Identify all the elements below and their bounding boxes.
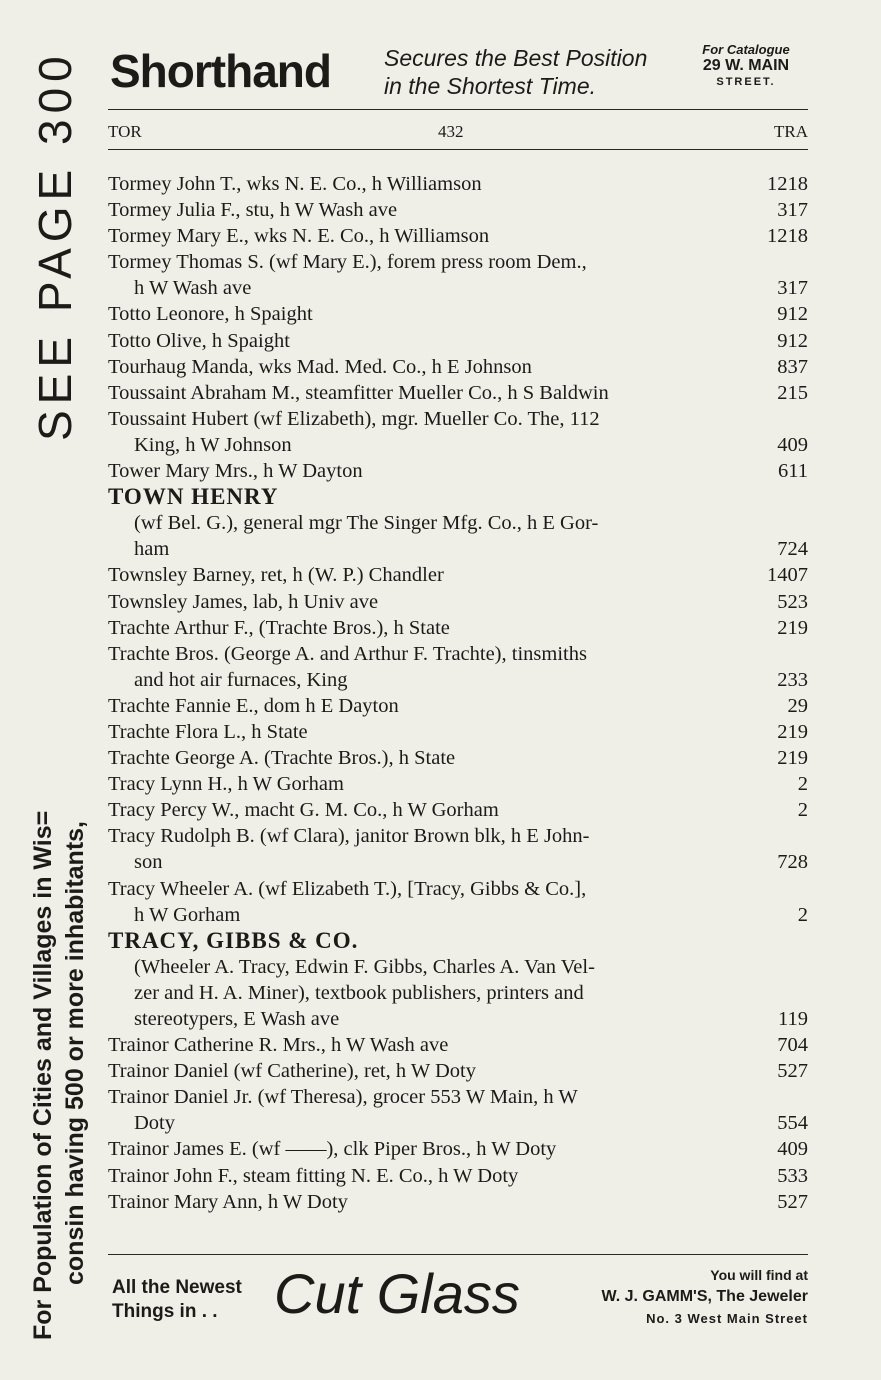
entry-number: 317: [777, 277, 808, 300]
footer-left: [112, 1276, 242, 1324]
header-ad: [108, 40, 808, 106]
entry-text: (wf Bel. G.), general mgr The Singer Mfg. Co., h E Gor-: [134, 512, 599, 535]
directory-line: [108, 1058, 808, 1084]
running-head: [108, 122, 808, 142]
directory-line: [108, 354, 808, 380]
entry-text: Trachte George A. (Trachte Bros.), h State: [108, 747, 456, 770]
entry-number: 724: [777, 538, 808, 561]
entry-text: h W Wash ave: [134, 277, 252, 300]
section-heading: [108, 484, 808, 510]
directory-line: [108, 980, 808, 1006]
directory-line: [108, 1110, 808, 1136]
entry-text: Trainor Mary Ann, h W Doty: [108, 1190, 348, 1213]
entry-text: stereotypers, E Wash ave: [134, 1008, 340, 1030]
entry-text: Tormey Mary E., wks N. E. Co., h Williamson: [108, 225, 490, 248]
directory-line: [108, 432, 808, 458]
directory-line: [108, 536, 808, 562]
directory-line: [108, 510, 808, 536]
entry-text: son: [134, 851, 163, 874]
entry-text: Trainor Daniel (wf Catherine), ret, h W Doty: [108, 1060, 476, 1083]
directory-line: [108, 171, 808, 197]
entry-number: 611: [778, 460, 808, 483]
entry-number: 219: [777, 720, 808, 743]
entry-number: 119: [778, 1008, 808, 1030]
sidebar-line-2: consin having 500 or more inhabitants,: [61, 821, 89, 1285]
directory-line: [108, 641, 808, 667]
footer-right-2: W. J. GAMM'S, The Jeweler: [601, 1288, 808, 1305]
directory-line: [108, 615, 808, 641]
footer-right-1: You will find at: [710, 1267, 808, 1283]
directory-line: [108, 1084, 808, 1110]
entry-text: Trainor John F., steam fitting N. E. Co., h W Doty: [108, 1164, 519, 1187]
header-address: [690, 42, 802, 90]
entry-number: 1218: [767, 173, 808, 195]
entry-text: TOWN HENRY: [108, 484, 279, 510]
header-address-1: For Catalogue: [702, 42, 790, 57]
header-tagline-2: in the Shortest Time.: [384, 73, 596, 99]
entry-text: Tourhaug Manda, wks Mad. Med. Co., h E Johnson: [108, 355, 532, 378]
entry-number: 317: [777, 199, 808, 222]
directory-line: [108, 249, 808, 275]
entry-number: 2: [797, 773, 808, 796]
entry-text: Townsley James, lab, h Univ ave: [108, 590, 379, 613]
directory-line: [108, 823, 808, 849]
entry-number: 1407: [767, 564, 808, 587]
sidebar-line-1: For Population of Cities and Villages in Wis=: [29, 810, 57, 1340]
directory-line: [108, 1136, 808, 1162]
header-address-2: 29 W. MAIN: [702, 57, 790, 74]
entry-text: Toussaint Hubert (wf Elizabeth), mgr. Mueller Co. The, 112: [108, 407, 600, 430]
entry-text: Tower Mary Mrs., h W Dayton: [108, 460, 363, 483]
directory-line: [108, 1189, 808, 1215]
entry-number: 837: [777, 355, 808, 378]
entry-text: Tormey Julia F., stu, h W Wash ave: [108, 199, 398, 222]
running-head-rule: [108, 149, 808, 150]
header-rule: [108, 109, 808, 110]
entry-number: 1218: [767, 225, 808, 248]
entry-number: 219: [777, 616, 808, 639]
directory-line: [108, 902, 808, 928]
directory-line: [108, 745, 808, 771]
entry-text: Tracy Rudolph B. (wf Clara), janitor Brown blk, h E John-: [108, 825, 590, 848]
entry-text: Tormey Thomas S. (wf Mary E.), forem press room Dem.,: [108, 251, 587, 274]
entry-number: 409: [777, 433, 808, 456]
entry-text: (Wheeler A. Tracy, Edwin F. Gibbs, Charles A. Van Vel-: [134, 955, 595, 978]
entry-number: 2: [797, 799, 808, 822]
entry-text: Doty: [134, 1112, 175, 1135]
directory-line: [108, 1163, 808, 1189]
running-head-left: TOR: [108, 122, 142, 141]
directory-line: [108, 562, 808, 588]
entry-number: 409: [777, 1138, 808, 1161]
directory-line: [108, 380, 808, 406]
directory-line: [108, 849, 808, 875]
footer-left-2: Things in . .: [112, 1301, 218, 1322]
directory-line: [108, 797, 808, 823]
entry-text: Tracy Wheeler A. (wf Elizabeth T.), [Tracy, Gibbs & Co.],: [108, 877, 587, 900]
entry-text: King, h W Johnson: [134, 433, 292, 456]
footer-right-3: No. 3 West Main Street: [646, 1311, 808, 1326]
directory-line: [108, 275, 808, 301]
entry-number: 523: [777, 590, 808, 613]
entry-number: 554: [777, 1112, 808, 1135]
header-tagline: [384, 44, 647, 100]
entry-number: 912: [777, 329, 808, 352]
entry-text: Toussaint Abraham M., steamfitter Mueller Co., h S Baldwin: [108, 381, 609, 404]
entry-text: h W Gorham: [134, 903, 241, 926]
page-number: 432: [438, 122, 464, 141]
entry-number: 527: [777, 1190, 808, 1213]
directory-entries: [108, 171, 808, 1215]
header-brand: Shorthand: [110, 45, 331, 97]
entry-number: 728: [777, 851, 808, 874]
entry-text: Trainor James E. (wf ——), clk Piper Bros., h W Doty: [108, 1138, 557, 1161]
directory-line: [108, 301, 808, 327]
directory-line: [108, 954, 808, 980]
entry-text: Trachte Flora L., h State: [108, 720, 308, 743]
footer-rule: [108, 1254, 808, 1255]
entry-number: 233: [777, 668, 808, 691]
entry-text: Totto Leonore, h Spaight: [108, 303, 313, 326]
header-tagline-1: Secures the Best Position: [384, 45, 648, 71]
sidebar-see-page: SEE PAGE 300: [29, 50, 81, 441]
entry-number: 2: [797, 903, 808, 926]
entry-text: Trainor Catherine R. Mrs., h W Wash ave: [108, 1034, 449, 1057]
entry-text: Trachte Bros. (George A. and Arthur F. Trachte), tinsmiths: [108, 642, 587, 665]
directory-line: [108, 719, 808, 745]
entry-text: Trainor Daniel Jr. (wf Theresa), grocer 553 W Main, h W: [108, 1086, 578, 1109]
entry-number: 215: [777, 381, 808, 404]
entry-text: Tracy Percy W., macht G. M. Co., h W Gorham: [108, 799, 499, 822]
entry-text: TRACY, GIBBS & CO.: [108, 927, 359, 953]
entry-text: Townsley Barney, ret, h (W. P.) Chandler: [108, 564, 444, 587]
footer-cut-glass: Cut Glass: [274, 1262, 520, 1325]
footer-left-1: All the Newest: [112, 1277, 242, 1298]
directory-line: [108, 589, 808, 615]
entry-text: Trachte Arthur F., (Trachte Bros.), h State: [108, 616, 450, 639]
directory-line: [108, 223, 808, 249]
entry-text: and hot air furnaces, King: [134, 668, 348, 691]
directory-line: [108, 876, 808, 902]
directory-line: [108, 771, 808, 797]
footer-ad: [108, 1262, 808, 1332]
directory-line: [108, 1006, 808, 1032]
entry-number: 533: [777, 1164, 808, 1187]
entry-text: Tracy Lynn H., h W Gorham: [108, 773, 344, 796]
entry-number: 912: [777, 303, 808, 326]
directory-line: [108, 667, 808, 693]
directory-line: [108, 693, 808, 719]
sidebar-ad: [0, 0, 100, 1380]
directory-line: [108, 197, 808, 223]
entry-text: Trachte Fannie E., dom h E Dayton: [108, 694, 399, 717]
entry-text: Tormey John T., wks N. E. Co., h Williamson: [108, 173, 482, 195]
directory-line: [108, 328, 808, 354]
entry-text: zer and H. A. Miner), textbook publishers, printers and: [134, 981, 584, 1004]
entry-number: 219: [777, 747, 808, 770]
footer-right: [554, 1264, 808, 1330]
header-address-3: STREET.: [716, 76, 776, 88]
entry-text: ham: [134, 538, 170, 561]
section-heading: [108, 928, 808, 954]
directory-line: [108, 1032, 808, 1058]
entry-number: 29: [787, 694, 808, 717]
running-head-right: TRA: [774, 122, 808, 141]
entry-number: 704: [777, 1034, 808, 1057]
entry-number: 527: [777, 1060, 808, 1083]
directory-line: [108, 458, 808, 484]
entry-text: Totto Olive, h Spaight: [108, 329, 290, 352]
directory-line: [108, 406, 808, 432]
